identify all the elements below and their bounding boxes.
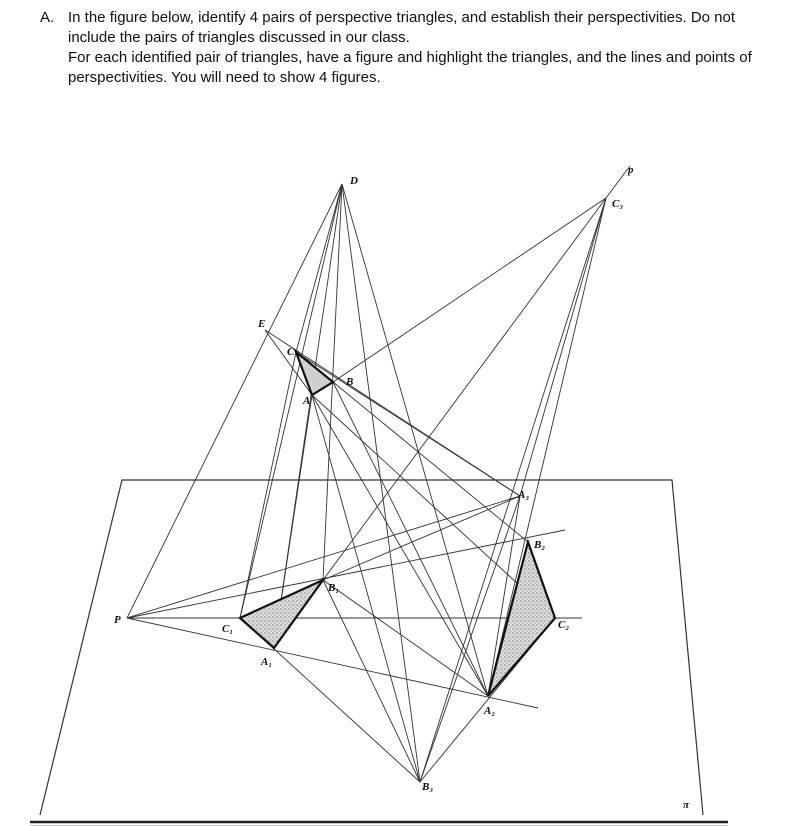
label-c2: C₂ [558, 619, 570, 631]
label-a3: A₃ [518, 489, 530, 501]
line-c3-a3 [520, 198, 606, 496]
label-a2: A₂ [484, 705, 496, 717]
line-d-a2 [342, 184, 488, 696]
label-b2: B₂ [534, 539, 546, 551]
label-p-line: p [628, 164, 634, 176]
label-c3: C₃ [612, 198, 624, 210]
line-c-a3 [296, 352, 520, 496]
picture-plane [30, 480, 728, 826]
line-a-a2 [312, 395, 488, 696]
line-p-a2 [127, 618, 538, 708]
label-p: P [114, 614, 121, 626]
label-e: E [258, 318, 266, 330]
line-b3-b1 [323, 580, 420, 782]
label-c: C [287, 346, 295, 358]
label-a: A [303, 395, 311, 407]
triangle-abc [296, 352, 333, 395]
triangle-a2b2c2 [488, 542, 555, 696]
line-c3-b3 [420, 198, 606, 782]
label-b3: B₃ [422, 781, 434, 793]
label-pi: π [683, 799, 690, 811]
label-d: D [350, 175, 358, 187]
triangle-a1b1c1 [240, 580, 323, 648]
label-b1: B₁ [328, 582, 340, 594]
label-c1: C₁ [222, 623, 234, 635]
question-instruction-2: For each identified pair of triangles, have a figure and highlight the triangles, and the lines and points of perspectivities. You will need to show 4 figures. [68, 49, 752, 86]
line-c1-c [240, 352, 296, 618]
line-b-b2 [333, 382, 528, 542]
line-p-axis [606, 166, 630, 198]
line-d-c1 [240, 184, 342, 618]
label-b: B [346, 376, 354, 388]
question-marker: A. [40, 9, 55, 26]
construction-lines [127, 166, 630, 782]
line-b1-a3 [323, 496, 520, 580]
line-p-a3 [127, 496, 520, 618]
line-c3-b1 [323, 198, 606, 580]
label-a1: A₁ [261, 656, 273, 668]
line-p-b2 [127, 530, 565, 618]
line-c3-b [333, 198, 606, 382]
question-instruction-1: In the figure below, identify 4 pairs of perspective triangles, and establish their perspectivities. Do not include the pairs of triangles discussed in our class. [68, 9, 736, 46]
point-labels [114, 164, 690, 811]
